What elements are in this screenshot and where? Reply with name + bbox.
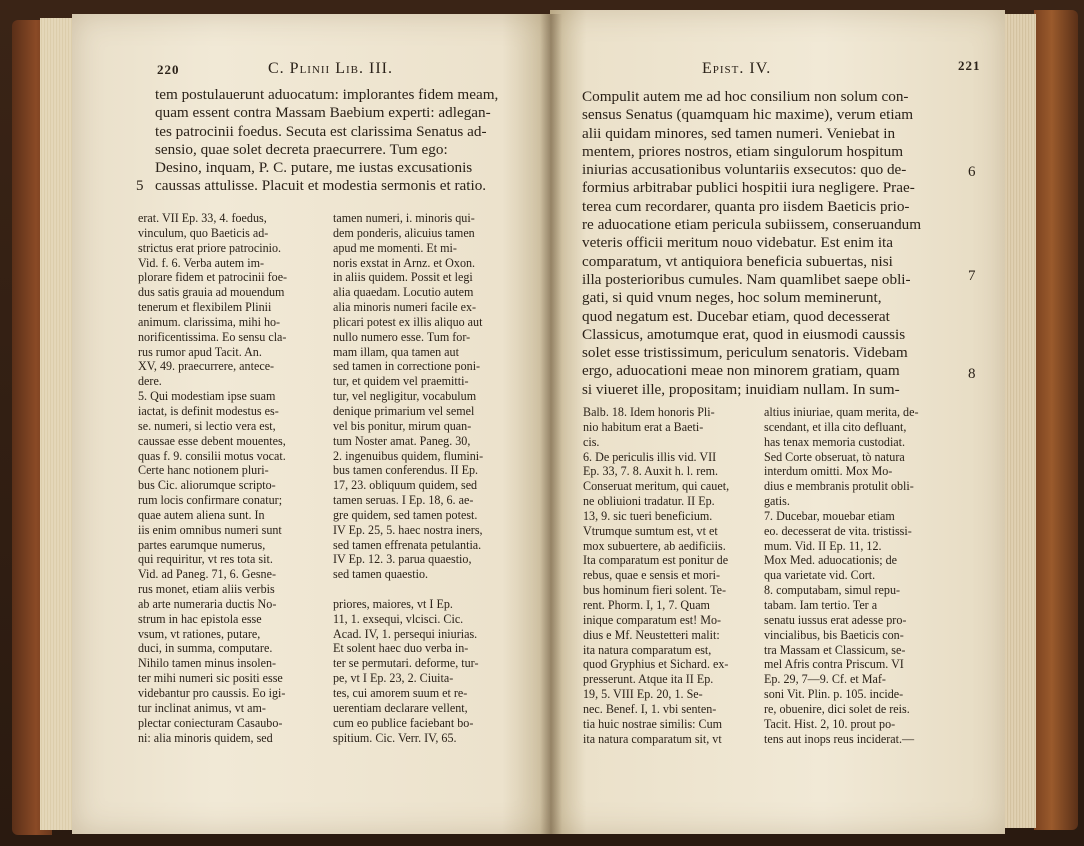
note-line: animum. clarissima, mihi ho-	[138, 314, 281, 329]
note-line: priores, maiores, vt I Ep.	[333, 596, 453, 611]
main-text-line: mentem, priores nostros, etiam singulorum hospitum	[582, 142, 904, 160]
note-line: alia minoris numeri facile ex-	[333, 300, 477, 315]
note-line: 19, 5. VIII Ep. 20, 1. Se-	[583, 687, 703, 702]
main-text-line: ergo, aduocationi meae non minorem gratiam, quam	[582, 362, 900, 380]
note-line: re, obuenire, dici solet de reis.	[764, 701, 910, 716]
note-line: altius iniuriae, quam merita, de-	[764, 405, 919, 419]
note-line: strum in hac epistola esse	[138, 611, 262, 626]
note-line: nec. Benef. I, 1. vbi senten-	[583, 701, 717, 716]
note-line: Sed Corte obseruat, tò natura	[764, 449, 905, 464]
left-notes-column-2	[333, 211, 523, 745]
right-notes-column-1	[583, 405, 759, 746]
right-cover-edge	[1034, 10, 1078, 830]
note-line: tens aut inops reus inciderat.—	[764, 731, 915, 746]
note-line: presserunt. Atque ita II Ep.	[583, 672, 714, 687]
main-text-line: gati, si quid vnum neges, hoc solum meminerunt,	[582, 289, 882, 307]
main-text-line: illa posterioribus cumules. Nam quamlibet saepe obli-	[582, 270, 911, 288]
note-line: IV Ep. 12. 3. parua quaestio,	[333, 552, 472, 567]
main-text-line: Desino, inquam, P. C. putare, me iustas excusationis	[155, 159, 473, 177]
note-line: rus monet, etiam aliis verbis	[138, 582, 275, 597]
note-line: bus tamen conferendus. II Ep.	[333, 463, 479, 478]
note-line: strictus erat priore patrocinio.	[138, 240, 282, 255]
note-line: qui requiritur, vt res tota sit.	[138, 552, 273, 567]
main-text-line: sensus Senatus (quamquam hic maxime), verum etiam	[582, 106, 914, 124]
note-line: rebus, quae e sensis et mori-	[583, 568, 721, 583]
note-line: cis.	[583, 434, 600, 449]
note-line: ter mihi numeri sic positi esse	[138, 671, 283, 686]
note-line: ita natura comparatum est,	[583, 642, 712, 657]
note-line: plectar coniecturam Casaubo-	[138, 715, 283, 730]
note-line: quae autem aliena sunt. In	[138, 507, 265, 522]
right-margin-number-8: 8	[968, 366, 976, 382]
note-line: Mox Med. aduocationis; de	[764, 553, 898, 568]
note-line: tra Massam et Classicum, se-	[764, 642, 906, 657]
note-line: 13, 9. sic tueri beneficium.	[583, 508, 713, 523]
note-line: Tacit. Hist. 2, 10. prout po-	[764, 716, 896, 731]
left-running-head: C. Plinii Lib. III.	[268, 60, 393, 77]
note-line: mox subuertere, ab aedificiis.	[583, 538, 726, 553]
note-line: soni Vit. Plin. p. 105. incide-	[764, 687, 904, 702]
note-line: 2. ingenuibus quidem, flumini-	[333, 448, 484, 463]
note-line: caussae esse debent mouentes,	[138, 433, 286, 448]
note-line: Conseruat meritum, qui cauet,	[583, 479, 730, 494]
note-line: iis enim omnibus numeri sunt	[138, 522, 282, 537]
note-line: tum Noster amat. Paneg. 30,	[333, 433, 471, 448]
note-line: Certe hanc notionem pluri-	[138, 463, 269, 478]
note-line: tamen numeri, i. minoris qui-	[333, 211, 475, 225]
note-line: apud me momenti. Et mi-	[333, 240, 457, 255]
note-line: dere.	[138, 374, 162, 389]
book-gutter	[540, 14, 562, 834]
note-line: 8. computabam, simul repu-	[764, 583, 901, 598]
right-notes-column-2	[764, 405, 954, 746]
note-line: vincialibus, bis Baeticis con-	[764, 627, 904, 642]
note-line: nullo numero esse. Tum for-	[333, 329, 471, 344]
note-line: XV, 49. praecurrere, antece-	[138, 359, 275, 374]
note-line: pe, vt I Ep. 23, 2. Ciuita-	[333, 671, 454, 686]
note-line: rus rumor apud Tacit. An.	[138, 344, 262, 359]
note-line: Acad. IV, 1. persequi iniurias.	[333, 626, 478, 641]
note-line: uerentiam declarare vellent,	[333, 700, 468, 715]
note-line: dus satis grauia ad mouendum	[138, 285, 285, 300]
note-line: 17, 23. obliquum quidem, sed	[333, 478, 478, 493]
note-line: rent. Phorm. I, 1, 7. Quam	[583, 597, 710, 612]
note-line: tes, cui amorem suum et re-	[333, 686, 468, 700]
main-text-line: alii quidam minores, sed tamen numeri. Veniebat in	[582, 124, 896, 142]
note-line: sed tamen quaestio.	[333, 567, 429, 582]
note-line: mel Afris contra Priscum. VI	[764, 657, 904, 672]
right-main-text	[582, 88, 952, 399]
main-text-line: veteris officii meritum nouo videbatur. Est enim ita	[582, 234, 893, 252]
note-line: ni: alia minoris quidem, sed	[138, 730, 273, 745]
note-line: dius e membranis protulit obli-	[764, 479, 914, 494]
note-line: tabam. Iam tertio. Ter a	[764, 597, 878, 612]
main-text-line: iniurias accusationibus voluntariis exsecutos: quo de-	[582, 161, 907, 179]
note-line: gatis.	[764, 494, 790, 509]
note-line: bus hominum fieri solent. Te-	[583, 583, 727, 598]
note-line: mam illam, qua tamen aut	[333, 344, 459, 359]
main-text-line: quod negatum est. Ducebar etiam, quod decesserat	[582, 307, 890, 325]
left-page-number: 220	[157, 62, 180, 77]
right-page-stack	[1000, 14, 1036, 828]
note-line: Balb. 18. Idem honoris Pli-	[583, 405, 715, 419]
note-line: vsum, vt rationes, putare,	[138, 626, 261, 641]
note-line: dem ponderis, alicuius tamen	[333, 225, 475, 240]
note-line: in aliis quidem. Possit et legi	[333, 270, 473, 285]
left-main-text	[155, 86, 525, 196]
note-line: tenerum et flexibilem Plinii	[138, 300, 272, 315]
note-line: alia quaedam. Locutio autem	[333, 285, 474, 300]
note-line: mum. Vid. II Ep. 11, 12.	[764, 538, 882, 553]
note-line: sed tamen effrenata petulantia.	[333, 537, 482, 552]
right-running-head: Epist. IV.	[702, 60, 772, 77]
note-line: rum locis confirmare conatur;	[138, 493, 283, 508]
main-text-line: si viueret ille, propositam; inuidiam nullam. In sum-	[582, 380, 900, 398]
main-text-line: solet esse tristissimum, periculum senatoris. Videbam	[582, 344, 908, 362]
main-text-line: terea cum recordarer, quanta pro iisdem Baeticis prio-	[582, 197, 910, 215]
note-line: cum eo publice faciebant bo-	[333, 715, 474, 730]
note-line: se. numeri, si lectio vera est,	[138, 418, 276, 433]
note-line: 6. De periculis illis vid. VII	[583, 449, 717, 464]
right-page-number: 221	[958, 58, 981, 73]
note-line: erat. VII Ep. 33, 4. foedus,	[138, 211, 267, 225]
note-line: Ep. 33, 7. 8. Auxit h. l. rem.	[583, 464, 719, 479]
note-line: bus Cic. aliorumque scripto-	[138, 478, 276, 493]
main-text-line: tes patrocinii foedus. Secuta est clarissima Senatus ad-	[155, 122, 487, 140]
note-line: Et solent haec duo verba in-	[333, 641, 469, 656]
note-line: spitium. Cic. Verr. IV, 65.	[333, 730, 457, 745]
note-line: inique comparatum est! Mo-	[583, 612, 722, 627]
right-margin-number-6: 6	[968, 164, 976, 180]
note-line: Vid. f. 6. Verba autem im-	[138, 255, 265, 270]
note-line: Ita comparatum est ponitur de	[583, 553, 729, 568]
note-line: 11, 1. exsequi, vlcisci. Cic.	[333, 611, 464, 626]
note-line: tur, vel negligitur, vocabulum	[333, 389, 477, 404]
note-line: noris exstat in Arnz. et Oxon.	[333, 255, 476, 270]
note-line: ita natura comparatum sit, vt	[583, 731, 722, 746]
note-line	[333, 582, 523, 597]
note-line: scendant, et illa cito defluant,	[764, 419, 907, 434]
main-text-line: quam essent contra Massam Baebium experti: adlegan-	[155, 104, 491, 122]
left-margin-number: 5	[136, 178, 144, 194]
right-margin-number-7: 7	[968, 268, 976, 284]
note-line: tur inclinat animus, vt am-	[138, 700, 266, 715]
note-line: duci, in summa, computare.	[138, 641, 273, 656]
note-line: vel bis ponitur, mirum quan-	[333, 418, 472, 433]
note-line: denique primarium vel semel	[333, 403, 475, 418]
note-line: ter se permutari. deforme, tur-	[333, 656, 479, 671]
note-line: nio habitum erat a Baeti-	[583, 419, 704, 434]
note-line: interdum omitti. Mox Mo-	[764, 464, 893, 479]
note-line: 7. Ducebar, mouebar etiam	[764, 508, 895, 523]
main-text-line: tem postulauerunt aduocatum: implorantes fidem meam,	[155, 86, 499, 103]
left-notes-column-1	[138, 211, 326, 745]
note-line: Nihilo tamen minus insolen-	[138, 656, 277, 671]
main-text-line: Classicus, amotumque erat, quod in eiusmodi caussis	[582, 325, 906, 343]
main-text-line: re aduocatione etiam pericula subiissem, conseruandum	[582, 216, 922, 234]
main-text-line: formius arbitrabar publici hospitii iura negligere. Prae-	[582, 179, 915, 197]
note-line: plicari potest ex illis aliquo aut	[333, 314, 483, 329]
note-line: tamen seruas. I Ep. 18, 6. ae-	[333, 493, 474, 508]
note-line: gre quidem, sed tamen potest.	[333, 507, 478, 522]
note-line: vinculum, quo Baeticis ad-	[138, 225, 269, 240]
note-line: 5. Qui modestiam ipse suam	[138, 389, 276, 404]
note-line: tur, et quidem vel praemitti-	[333, 374, 469, 389]
note-line: Ep. 29, 7—9. Cf. et Maf-	[764, 672, 886, 687]
note-line: videbantur pro caussis. Eo igi-	[138, 686, 286, 700]
note-line: Vtrumque sumtum est, vt et	[583, 523, 718, 538]
note-line: quod Gryphius et Sichard. ex-	[583, 657, 729, 672]
note-line: norificentissima. Eo sensu cla-	[138, 329, 287, 344]
main-text-line: Compulit autem me ad hoc consilium non solum con-	[582, 88, 909, 105]
note-line: iactat, is definit modestus es-	[138, 403, 279, 418]
note-line: ab arte numeraria ductis No-	[138, 596, 277, 611]
main-text-line: sensio, quae solet decreta praecurrere. Tum ego:	[155, 140, 448, 158]
note-line: has tenax memoria custodiat.	[764, 434, 906, 449]
note-line: IV Ep. 25, 5. haec nostra iners,	[333, 522, 483, 537]
note-line: plorare fidem et patrocinii foe-	[138, 270, 288, 285]
main-text-line: caussas attulisse. Placuit et modestia sermonis et ratio.	[155, 177, 487, 195]
note-line: Vid. ad Paneg. 71, 6. Gesne-	[138, 567, 276, 582]
note-line: sed tamen in correctione poni-	[333, 359, 481, 374]
note-line: ne obliuioni tradatur. II Ep.	[583, 494, 715, 509]
note-line: dius e Mf. Neustetteri malit:	[583, 627, 720, 642]
note-line: qua varietate vid. Cort.	[764, 568, 876, 583]
main-text-line: comparatum, vt antiquiora beneficia subuertas, nisi	[582, 252, 893, 270]
note-line: senatu iussus erat adesse pro-	[764, 612, 907, 627]
note-line: tia huic nostrae similis: Cum	[583, 716, 723, 731]
note-line: quas f. 9. consilii motus vocat.	[138, 448, 286, 463]
note-line: eo. decesserat de vita. tristissi-	[764, 523, 912, 538]
note-line: partes earumque numerus,	[138, 537, 266, 552]
